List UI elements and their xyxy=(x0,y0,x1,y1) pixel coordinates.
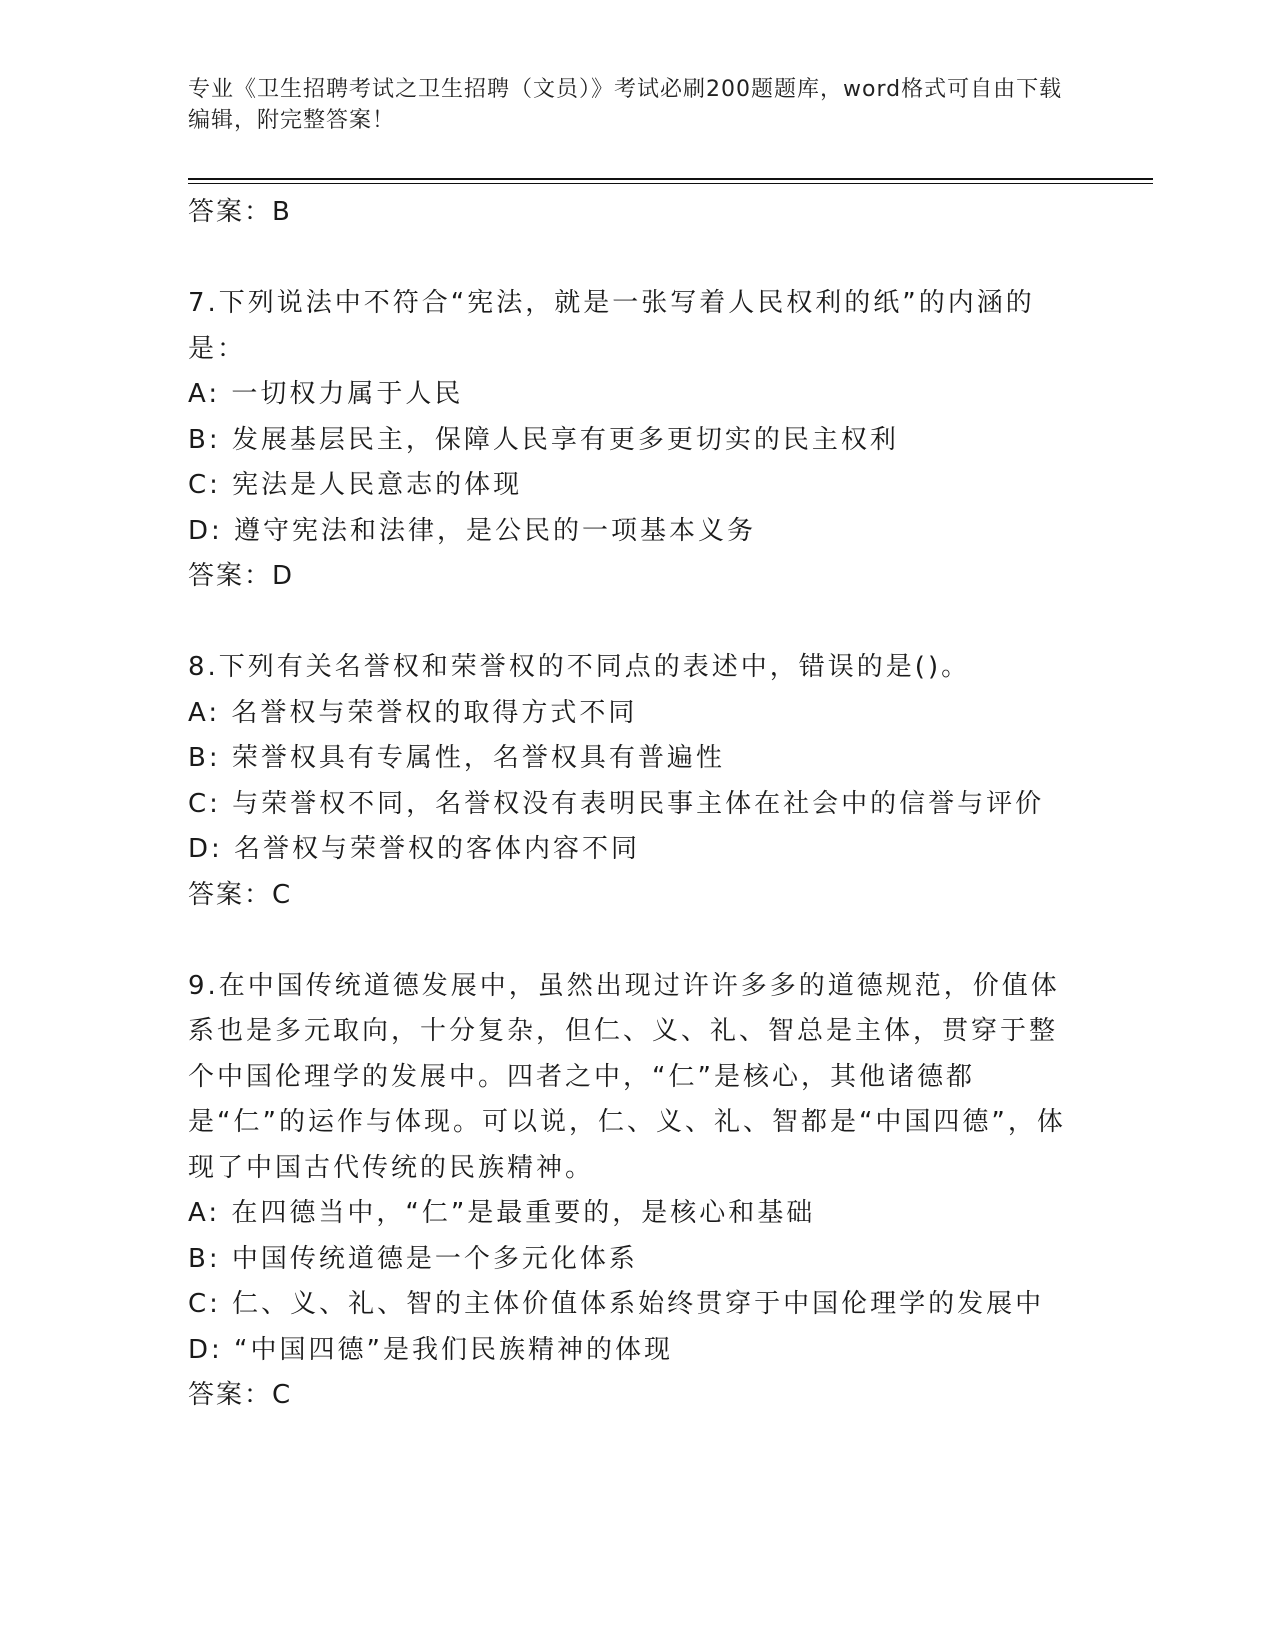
question-stem: 7.下列说法中不符合“宪法，就是一张写着人民权利的纸”的内涵的是： xyxy=(188,288,1035,364)
option-c: C: 仁、义、礼、智的主体价值体系始终贯穿于中国伦理学的发展中 xyxy=(188,1289,1045,1319)
question-item xyxy=(188,964,1068,1419)
header-divider-thin xyxy=(188,183,1153,184)
option-b: B: 中国传统道德是一个多元化体系 xyxy=(188,1243,638,1274)
question-list xyxy=(188,190,1068,1419)
question-stem: 8.下列有关名誉权和荣誉权的不同点的表述中，错误的是()。 xyxy=(188,652,971,682)
option-c: C: 宪法是人民意志的体现 xyxy=(188,470,523,500)
option-a: A: 在四德当中，“仁”是最重要的，是核心和基础 xyxy=(188,1198,816,1228)
option-b: B: 荣誉权具有专属性，名誉权具有普遍性 xyxy=(188,743,725,773)
option-d: D: 名誉权与荣誉权的客体内容不同 xyxy=(188,834,641,864)
question-stem: 9.在中国传统道德发展中，虽然出现过许许多多的道德规范，价值体系也是多元取向，十分复杂，但仁、义、礼、智总是主体，贯穿于整个中国伦理学的发展中。四者之中，“仁”是核心，其他诸德都是“仁”的运作与体现。可以说，仁、义、礼、智都是“中国四德”，体现了中国古代传统的民族精神。 xyxy=(188,970,1066,1183)
answer-line: 答案：C xyxy=(188,1380,293,1410)
answer-line: 答案：D xyxy=(188,561,295,591)
previous-answer: 答案：B xyxy=(188,197,292,227)
header-divider-thick xyxy=(188,178,1153,180)
option-b: B: 发展基层民主，保障人民享有更多更切实的民主权利 xyxy=(188,424,899,455)
option-c: C: 与荣誉权不同，名誉权没有表明民事主体在社会中的信誉与评价 xyxy=(188,788,1045,819)
answer-line: 答案：C xyxy=(188,879,293,910)
option-d: D: “中国四德”是我们民族精神的体现 xyxy=(188,1334,673,1365)
option-a: A: 一切权力属于人民 xyxy=(188,379,464,409)
document-header: 专业《卫生招聘考试之卫生招聘（文员）》考试必刷200题题库，word格式可自由下载编辑，附完整答案！ xyxy=(188,77,1063,133)
question-item xyxy=(188,281,1068,600)
question-item xyxy=(188,645,1068,918)
option-a: A: 名誉权与荣誉权的取得方式不同 xyxy=(188,697,638,728)
option-d: D: 遵守宪法和法律，是公民的一项基本义务 xyxy=(188,515,757,546)
